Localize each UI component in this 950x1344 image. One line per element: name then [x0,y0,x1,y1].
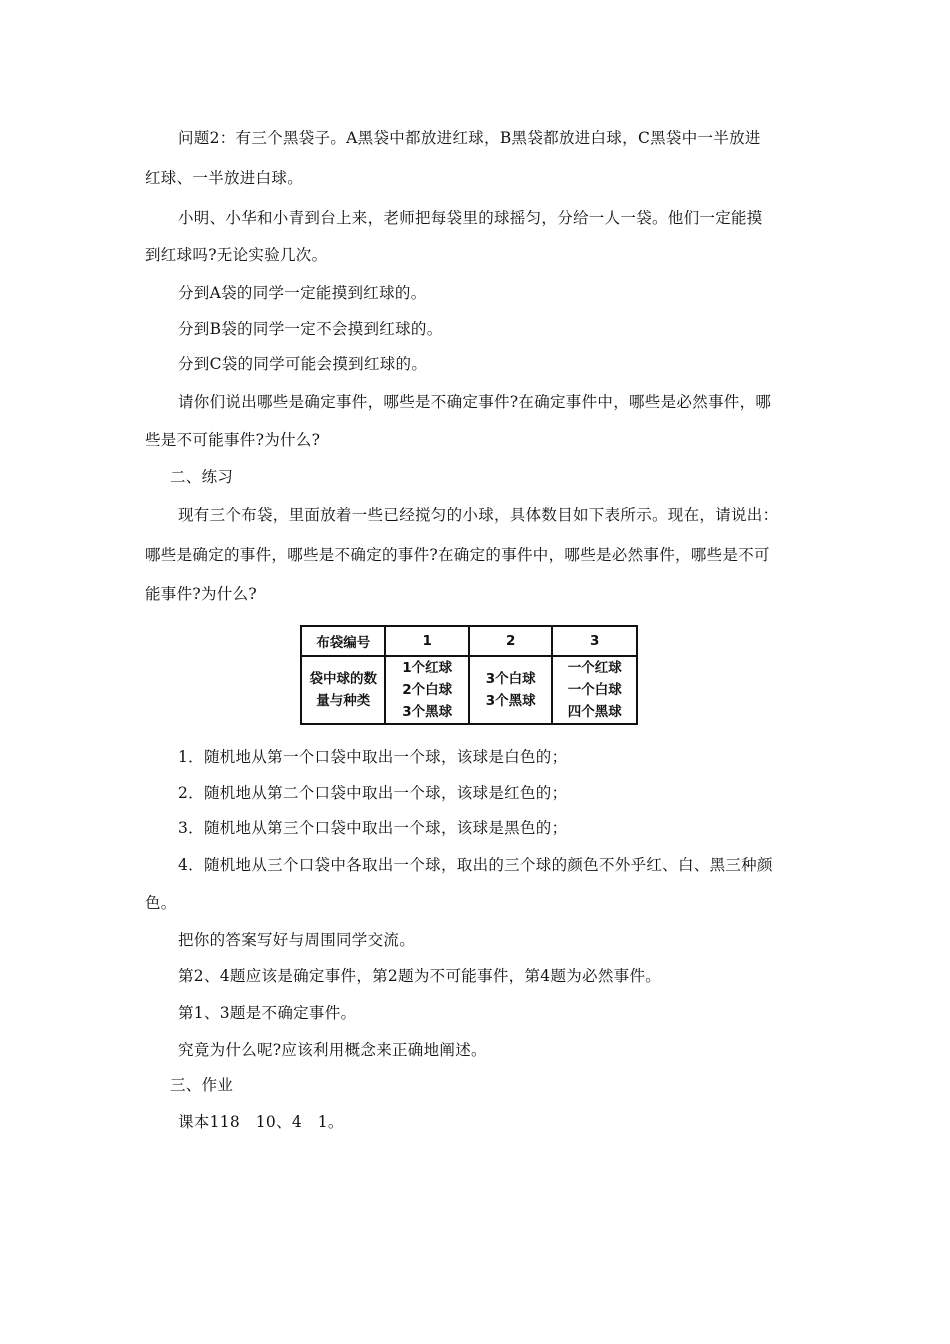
paragraph-answer-3: 究竟为什么呢?应该利用概念来正确地阐述。 [178,1041,487,1059]
bag3-white: 一个白球 [567,682,622,698]
paragraph-question-line2: 些是不可能事件?为什么? [145,431,321,449]
paragraph-bag-b: 分到B袋的同学一定不会摸到红球的。 [178,320,443,338]
table-header-bag-number: 布袋编号 [301,626,385,656]
paragraph-practice-line2: 哪些是确定的事件，哪些是不确定的事件?在确定的事件中，哪些是必然事件，哪些是不可 [145,546,770,564]
table-cell-bag-1 [385,656,469,724]
paragraph-exchange: 把你的答案写好与周围同学交流。 [178,931,416,949]
bag3-black: 四个黑球 [567,704,622,720]
table-cell-bag-3 [552,656,637,724]
paragraph-practice-line3: 能事件?为什么? [145,585,258,603]
table-row-label [301,656,385,724]
bag1-white: 2个白球 [402,682,453,698]
paragraph-practice-line1: 现有三个布袋，里面放着一些已经搅匀的小球，具体数目如下表所示。现在，请说出： [178,506,779,524]
bag2-white: 3个白球 [485,671,536,687]
paragraph-problem2-line1: 问题2：有三个黑袋子。A黑袋中都放进红球，B黑袋都放进白球，C黑袋中一半放进 [178,129,761,147]
bag3-red: 一个红球 [567,660,622,676]
table-header-bag-3: 3 [552,626,637,656]
section-heading-practice: 二、练习 [170,468,234,486]
paragraph-answer-2: 第1、3题是不确定事件。 [178,1004,357,1022]
bag2-black: 3个黑球 [485,693,536,709]
paragraph-answer-1: 第2、4题应该是确定事件，第2题为不可能事件，第4题为必然事件。 [178,967,662,985]
exercise-item-2: 2．随机地从第二个口袋中取出一个球，该球是红色的； [178,784,568,802]
paragraph-question-line1: 请你们说出哪些是确定事件，哪些是不确定事件?在确定事件中，哪些是必然事件，哪 [178,393,772,411]
paragraph-homework: 课本118 10、4 1。 [178,1113,344,1131]
row-label-line-1: 袋中球的数 [309,671,377,687]
bag1-black: 3个黑球 [402,704,453,720]
exercise-item-1: 1．随机地从第一个口袋中取出一个球，该球是白色的； [178,748,568,766]
exercise-item-4-line2: 色。 [145,894,177,912]
paragraph-problem2-line2: 红球、一半放进白球。 [145,169,304,187]
paragraph-bag-c: 分到C袋的同学可能会摸到红球的。 [178,355,428,373]
exercise-item-3: 3．随机地从第三个口袋中取出一个球，该球是黑色的； [178,819,568,837]
row-label-line-2: 量与种类 [316,693,371,709]
paragraph-bag-a: 分到A袋的同学一定能摸到红球的。 [178,284,427,302]
bag1-red: 1个红球 [402,660,453,676]
table-header-bag-1: 1 [385,626,469,656]
paragraph-students-line1: 小明、小华和小青到台上来，老师把每袋里的球摇匀，分给一人一袋。他们一定能摸 [178,209,763,227]
table-cell-bag-2 [469,656,553,724]
exercise-item-4-line1: 4．随机地从三个口袋中各取出一个球，取出的三个球的颜色不外乎红、白、黑三种颜 [178,856,773,874]
section-heading-homework: 三、作业 [170,1076,234,1094]
paragraph-students-line2: 到红球吗?无论实验几次。 [145,246,328,264]
table-header-bag-2: 2 [469,626,553,656]
ball-table [300,625,638,725]
